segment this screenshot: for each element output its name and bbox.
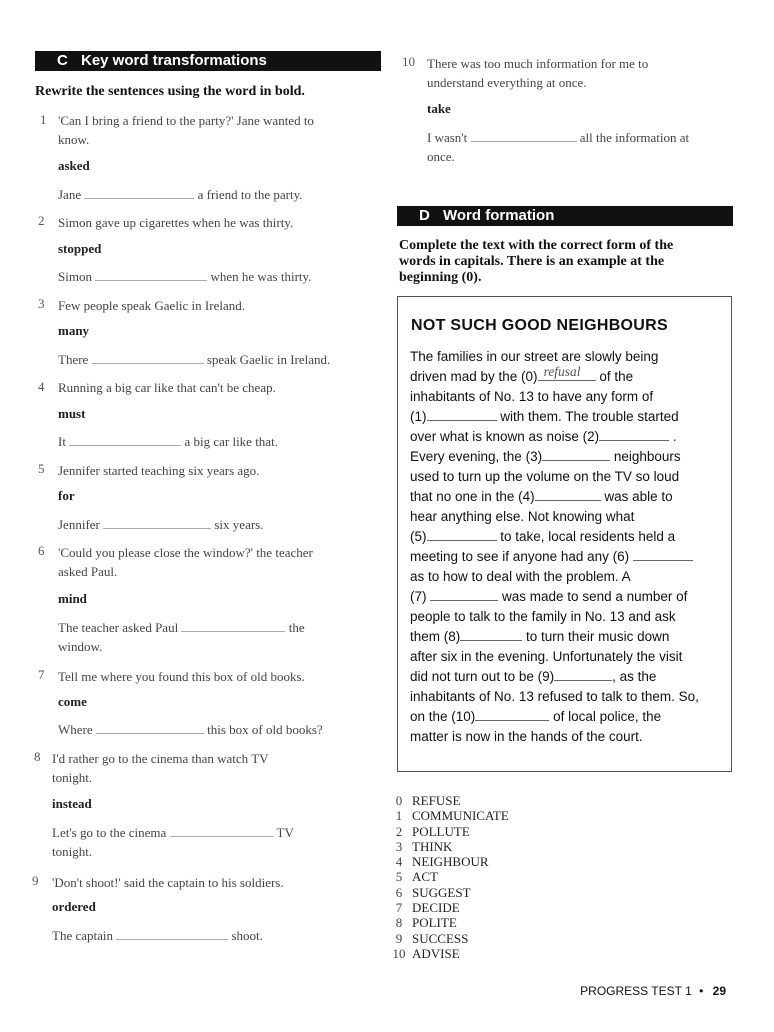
question-line: I'd rather go to the cinema than watch TV	[52, 751, 269, 766]
word-number: 0	[395, 793, 403, 808]
section-d-header	[397, 206, 733, 226]
word: NEIGHBOUR	[412, 854, 489, 870]
text-segment: Every evening, the (3)	[410, 449, 543, 464]
section-d-instruction	[399, 238, 673, 286]
answer-line	[58, 352, 330, 368]
keyword: ordered	[52, 899, 96, 914]
word-list	[386, 793, 509, 961]
answer-blank[interactable]	[69, 444, 181, 446]
answer-end: six years.	[214, 517, 264, 532]
word-list-item	[386, 793, 509, 808]
text-line	[410, 587, 726, 607]
text-line	[410, 667, 726, 687]
text-line	[410, 387, 726, 407]
answer-start: It	[58, 434, 66, 449]
text-line	[410, 527, 726, 547]
word-number: 6	[395, 884, 403, 900]
answer-start: The captain	[52, 928, 113, 943]
answer-end: when he was thirty.	[210, 269, 312, 284]
word: REFUSE	[412, 793, 461, 808]
section-c-letter: C	[57, 52, 68, 69]
question-line: Jennifer started teaching six years ago.	[58, 463, 260, 478]
answer-end: a friend to the party.	[197, 187, 303, 202]
keyword: take	[427, 101, 451, 116]
text-segment: (1)	[410, 409, 427, 424]
box-text	[410, 347, 726, 747]
question-text	[427, 54, 737, 92]
question-number: 2	[38, 213, 45, 228]
gap-blank[interactable]	[427, 419, 497, 421]
word: THINK	[412, 838, 453, 854]
keyword: asked	[58, 158, 90, 173]
page-footer	[580, 984, 726, 998]
word-number: 9	[395, 930, 403, 946]
answer-start: Jane	[58, 187, 82, 202]
answer-start: Let's go to the cinema	[52, 825, 167, 840]
word: SUCCESS	[412, 930, 469, 946]
question-number: 3	[38, 296, 45, 311]
text-segment: , as the	[612, 669, 657, 684]
text-segment: them (8)	[410, 629, 461, 644]
text-line	[410, 447, 726, 467]
word-list-item	[386, 900, 509, 915]
answer-blank[interactable]	[96, 732, 204, 734]
word-list-item	[386, 915, 509, 930]
instruction-line: beginning (0).	[399, 270, 482, 285]
text-line	[410, 607, 726, 627]
question-text	[52, 873, 362, 892]
word-number: 7	[395, 900, 403, 916]
page-number: 29	[712, 984, 726, 998]
question-number: 9	[32, 873, 39, 888]
answer-end: this box of old books?	[207, 722, 323, 737]
word-list-item	[386, 946, 509, 961]
footer-label: PROGRESS TEST 1	[580, 984, 692, 998]
answer-start: Jennifer	[58, 517, 100, 532]
text-segment: used to turn up the volume on the TV so loud	[410, 469, 680, 484]
text-line	[410, 467, 726, 487]
answer-line	[52, 928, 263, 944]
text-segment: did not turn out to be (9)	[410, 669, 555, 684]
word: COMMUNICATE	[412, 808, 509, 824]
word-number: 10	[392, 945, 406, 961]
word-list-item	[386, 869, 509, 884]
text-line	[410, 687, 726, 707]
text-line	[410, 727, 726, 747]
section-c-header	[35, 51, 381, 71]
section-d-letter: D	[419, 207, 430, 224]
example-blank	[538, 364, 596, 381]
section-c-title: Key word transformations	[81, 52, 267, 69]
word-number: 3	[395, 838, 403, 854]
text-line	[410, 364, 726, 387]
answer-end: shoot.	[231, 928, 263, 943]
word: ACT	[412, 869, 438, 885]
question-number: 7	[38, 667, 45, 682]
question-line: Few people speak Gaelic in Ireland.	[58, 298, 245, 313]
question-number: 6	[38, 543, 45, 558]
gap-blank[interactable]	[599, 439, 669, 441]
keyword: mind	[58, 591, 87, 606]
word-number: 2	[395, 823, 403, 839]
text-line	[410, 627, 726, 647]
question-text	[58, 543, 368, 581]
text-segment: meeting to see if anyone had any (6)	[410, 549, 630, 564]
footer-bullet: •	[699, 984, 704, 998]
answer-line	[52, 825, 294, 841]
text-line	[410, 507, 726, 527]
gap-blank[interactable]	[542, 459, 610, 461]
question-line: Tell me where you found this box of old books.	[58, 669, 305, 684]
answer-line	[58, 269, 311, 285]
answer-end: all the information at	[579, 130, 690, 145]
gap-blank[interactable]	[430, 599, 498, 601]
answer-blank[interactable]	[170, 835, 274, 837]
answer-end: TV	[276, 825, 294, 840]
word-list-item	[386, 824, 509, 839]
text-segment: driven mad by the (0)	[410, 369, 538, 384]
word-list-item	[386, 839, 509, 854]
question-line: tonight.	[52, 770, 93, 785]
question-text	[58, 296, 368, 315]
keyword: many	[58, 323, 90, 338]
text-segment: after six in the evening. Unfortunately the visit	[410, 649, 683, 664]
keyword: for	[58, 488, 75, 503]
question-number: 10	[402, 54, 415, 69]
text-segment: .	[672, 429, 677, 444]
keyword: come	[58, 694, 87, 709]
text-segment: with them. The trouble started	[500, 409, 679, 424]
answer-start: I wasn't	[427, 130, 468, 145]
question-line: 'Don't shoot!' said the captain to his soldiers.	[52, 875, 284, 890]
answer-continuation: window.	[58, 639, 103, 654]
question-line: Running a big car like that can't be cheap.	[58, 380, 276, 395]
text-line	[410, 647, 726, 667]
answer-end: the	[288, 620, 305, 635]
question-line: know.	[58, 132, 90, 147]
answer-blank[interactable]	[92, 362, 204, 364]
word-list-item	[386, 854, 509, 869]
answer-blank[interactable]	[84, 197, 194, 199]
text-segment: that no one in the (4)	[410, 489, 535, 504]
text-segment: inhabitants of No. 13 to have any form of	[410, 389, 654, 404]
answer-continuation: once.	[427, 149, 455, 164]
answer-start: Simon	[58, 269, 92, 284]
word-number: 4	[395, 854, 403, 870]
question-text	[52, 749, 362, 787]
answer-line	[58, 620, 305, 636]
text-segment: The families in our street are slowly being	[410, 349, 659, 364]
answer-blank[interactable]	[95, 279, 207, 281]
answer-blank[interactable]	[103, 527, 211, 529]
text-segment: inhabitants of No. 13 refused to talk to them. So,	[410, 689, 699, 704]
example-answer: refusal	[543, 364, 581, 379]
text-segment: matter is now in the hands of the court.	[410, 729, 643, 744]
answer-start: There	[58, 352, 89, 367]
question-text	[58, 378, 368, 397]
answer-end: a big car like that.	[184, 434, 278, 449]
text-segment: neighbours	[613, 449, 681, 464]
answer-line	[427, 130, 689, 146]
question-text	[58, 213, 368, 232]
text-line	[410, 547, 726, 567]
text-line	[410, 427, 726, 447]
word-list-item	[386, 808, 509, 823]
answer-line	[58, 434, 278, 450]
answer-line	[58, 722, 323, 738]
text-segment: (7)	[410, 589, 427, 604]
text-segment: was able to	[604, 489, 673, 504]
keyword: stopped	[58, 241, 102, 256]
text-segment: as to how to deal with the problem. A	[410, 569, 631, 584]
gap-blank[interactable]	[535, 499, 601, 501]
answer-blank[interactable]	[181, 630, 285, 632]
gap-blank[interactable]	[633, 559, 693, 561]
word-list-item	[386, 931, 509, 946]
section-d-title: Word formation	[443, 207, 555, 224]
question-text	[58, 667, 368, 686]
word-list-item	[386, 885, 509, 900]
text-segment: to turn their music down	[526, 629, 670, 644]
question-line: 'Can I bring a friend to the party?' Jane wanted to	[58, 113, 314, 128]
question-line: 'Could you please close the window?' the teacher	[58, 545, 313, 560]
answer-blank[interactable]	[116, 938, 228, 940]
question-number: 1	[40, 112, 47, 127]
answer-blank[interactable]	[471, 140, 577, 142]
question-line: Simon gave up cigarettes when he was thirty.	[58, 215, 294, 230]
text-segment: over what is known as noise (2)	[410, 429, 600, 444]
text-line	[410, 407, 726, 427]
gap-blank[interactable]	[460, 639, 522, 641]
gap-blank[interactable]	[427, 539, 497, 541]
text-box	[397, 296, 732, 772]
word: SUGGEST	[412, 884, 471, 900]
word-number: 1	[395, 808, 403, 824]
text-line	[410, 487, 726, 507]
text-segment: of local police, the	[553, 709, 662, 724]
gap-blank[interactable]	[475, 719, 549, 721]
keyword: must	[58, 406, 86, 421]
question-text	[58, 461, 368, 480]
question-line: There was too much information for me to	[427, 56, 649, 71]
word: POLITE	[412, 915, 457, 931]
word: ADVISE	[412, 945, 460, 961]
word: DECIDE	[412, 900, 460, 916]
text-segment: on the (10)	[410, 709, 476, 724]
word-number: 5	[395, 869, 403, 885]
text-segment: people to talk to the family in No. 13 and ask	[410, 609, 676, 624]
text-line	[410, 707, 726, 727]
question-line: asked Paul.	[58, 564, 118, 579]
text-segment: of the	[599, 369, 634, 384]
section-c-instruction: Rewrite the sentences using the word in bold.	[35, 84, 305, 99]
text-segment: (5)	[410, 529, 427, 544]
keyword: instead	[52, 796, 92, 811]
answer-line	[58, 517, 263, 533]
word-number: 8	[395, 915, 403, 931]
question-line: understand everything at once.	[427, 75, 587, 90]
question-number: 5	[38, 461, 45, 476]
instruction-line: Complete the text with the correct form of the	[399, 238, 674, 253]
text-segment: hear anything else. Not knowing what	[410, 509, 635, 524]
answer-end: speak Gaelic in Ireland.	[206, 352, 331, 367]
answer-start: The teacher asked Paul	[58, 620, 179, 635]
answer-start: Where	[58, 722, 93, 737]
answer-line	[58, 187, 303, 203]
question-text	[58, 111, 368, 149]
text-segment: to take, local residents held a	[500, 529, 676, 544]
gap-blank[interactable]	[554, 679, 612, 681]
text-segment: was made to send a number of	[502, 589, 688, 604]
box-title: NOT SUCH GOOD NEIGHBOURS	[411, 317, 668, 334]
question-number: 8	[34, 749, 41, 764]
word: POLLUTE	[412, 823, 470, 839]
instruction-line: words in capitals. There is an example at the	[399, 254, 665, 269]
question-number: 4	[38, 379, 45, 394]
answer-continuation: tonight.	[52, 844, 93, 859]
text-line	[410, 567, 726, 587]
